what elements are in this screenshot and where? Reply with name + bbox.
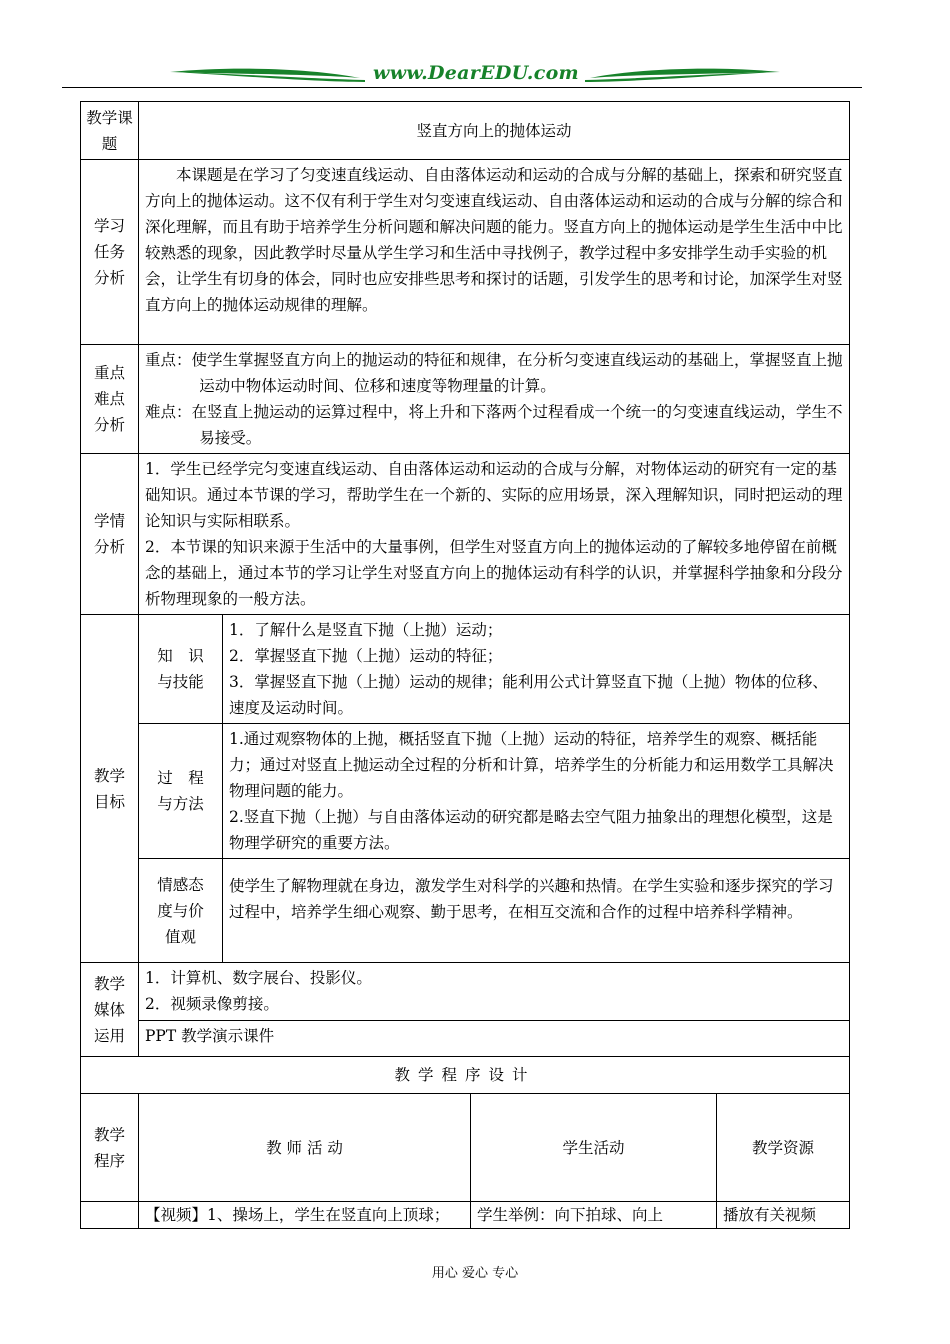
topic-title: 竖直方向上的抛体运动 xyxy=(139,102,850,160)
row1-resource: 播放有关视频 xyxy=(717,1202,850,1229)
process-item-2: 2.竖直下抛（上抛）与自由落体运动的研究都是略去空气阻力抽象出的理想化模型，这是物理学研究的重要方法。 xyxy=(229,808,833,852)
row1-teacher: 【视频】1、操场上，学生在竖直向上顶球； xyxy=(139,1202,471,1229)
col-resource-header: 教学资源 xyxy=(717,1094,850,1202)
media-item-3: PPT 教学演示课件 xyxy=(139,1021,850,1057)
site-banner xyxy=(170,62,780,90)
emotion-label: 情感态度与价值观 xyxy=(139,859,223,963)
key-label: 重点难点分析 xyxy=(81,345,139,454)
row1-student: 学生举例：向下拍球、向上 xyxy=(471,1202,717,1229)
difficult-point: 难点：在竖直上抛运动的运算过程中，将上升和下落两个过程看成一个统一的匀变速直线运动，学生不易接受。 xyxy=(145,403,843,447)
page-footer: 用心 爱心 专心 xyxy=(431,1266,519,1281)
student-analysis-2: 2．本节课的知识来源于生活中的大量事例，但学生对竖直方向上的抛体运动的了解较多地停留在前概念的基础上，通过本节的学习让学生对竖直方向上的抛体运动有科学的认识，并掌握科学抽象和分段分析物理现象的一般方法。 xyxy=(145,538,843,608)
process-item-1: 1.通过观察物体的上抛，概括竖直下抛（上抛）运动的特征，培养学生的观察、概括能力；通过对竖直上抛运动全过程的分析和计算，培养学生的分析能力和运用数学工具解决物理问题的能力。 xyxy=(229,730,834,800)
key-point: 重点：使学生掌握竖直方向上的抛运动的特征和规律，在分析匀变速直线运动的基础上，掌握竖直上抛运动中物体运动时间、位移和速度等物理量的计算。 xyxy=(145,351,843,395)
media-label: 教学媒体运用 xyxy=(81,963,139,1057)
table-row xyxy=(81,1202,850,1229)
goal-label: 教学目标 xyxy=(81,615,139,963)
lesson-plan-table xyxy=(80,101,850,1229)
media-item-2: 2．视频录像剪接。 xyxy=(145,995,279,1013)
header-rule xyxy=(62,87,862,88)
topic-label: 教学课题 xyxy=(81,102,139,160)
task-text: 本课题是在学习了匀变速直线运动、自由落体运动和运动的合成与分解的基础上，探索和研究竖直方向上的抛体运动。这不仅有利于学生对匀变速直线运动、自由落体运动和运动的合成与分解的综合和深化理解，而且有助于培养学生分析问题和解决问题的能力。竖直方向上的抛体运动是学生生活中中比较熟悉的现象，因此教学时尽量从学生学习和生活中寻找例子，教学过程中多安排学生动手实验的机会，让学生有切身的体会，同时也应安排些思考和探讨的话题，引发学生的思考和讨论，加深学生对竖直方向上的抛体运动规律的理解。 xyxy=(145,166,843,314)
emotion-text: 使学生了解物理就在身边，激发学生对科学的兴趣和热情。在学生实验和逐步探究的学习过程中，培养学生细心观察、勤于思考，在相互交流和合作的过程中培养科学精神。 xyxy=(229,877,834,921)
knowledge-item-3: 3．掌握竖直下抛（上抛）运动的规律；能利用公式计算竖直下抛（上抛）物体的位移、速度及运动时间。 xyxy=(229,673,828,717)
process-label: 过 程与方法 xyxy=(139,724,223,859)
site-url[interactable]: www.DearEDU.com xyxy=(373,62,579,84)
knowledge-label: 知 识与技能 xyxy=(139,615,223,724)
knowledge-item-2: 2．掌握竖直下抛（上抛）运动的特征； xyxy=(229,647,503,665)
student-label: 学情分析 xyxy=(81,454,139,615)
col-student-header: 学生活动 xyxy=(471,1094,717,1202)
col-step-header: 教学程序 xyxy=(81,1094,139,1202)
knowledge-item-1: 1．了解什么是竖直下抛（上抛）运动； xyxy=(229,621,503,639)
task-label: 学习任务分析 xyxy=(81,160,139,345)
student-analysis-1: 1．学生已经学完匀变速直线运动、自由落体运动和运动的合成与分解，对物体运动的研究有一定的基础知识。通过本节课的学习，帮助学生在一个新的、实际的应用场景，深入理解知识，同时把运动的理论知识与实际相联系。 xyxy=(145,460,843,530)
procedure-title: 教学程序设计 xyxy=(81,1057,850,1094)
media-item-1: 1．计算机、数字展台、投影仪。 xyxy=(145,969,372,987)
col-teacher-header: 教 师 活 动 xyxy=(139,1094,471,1202)
